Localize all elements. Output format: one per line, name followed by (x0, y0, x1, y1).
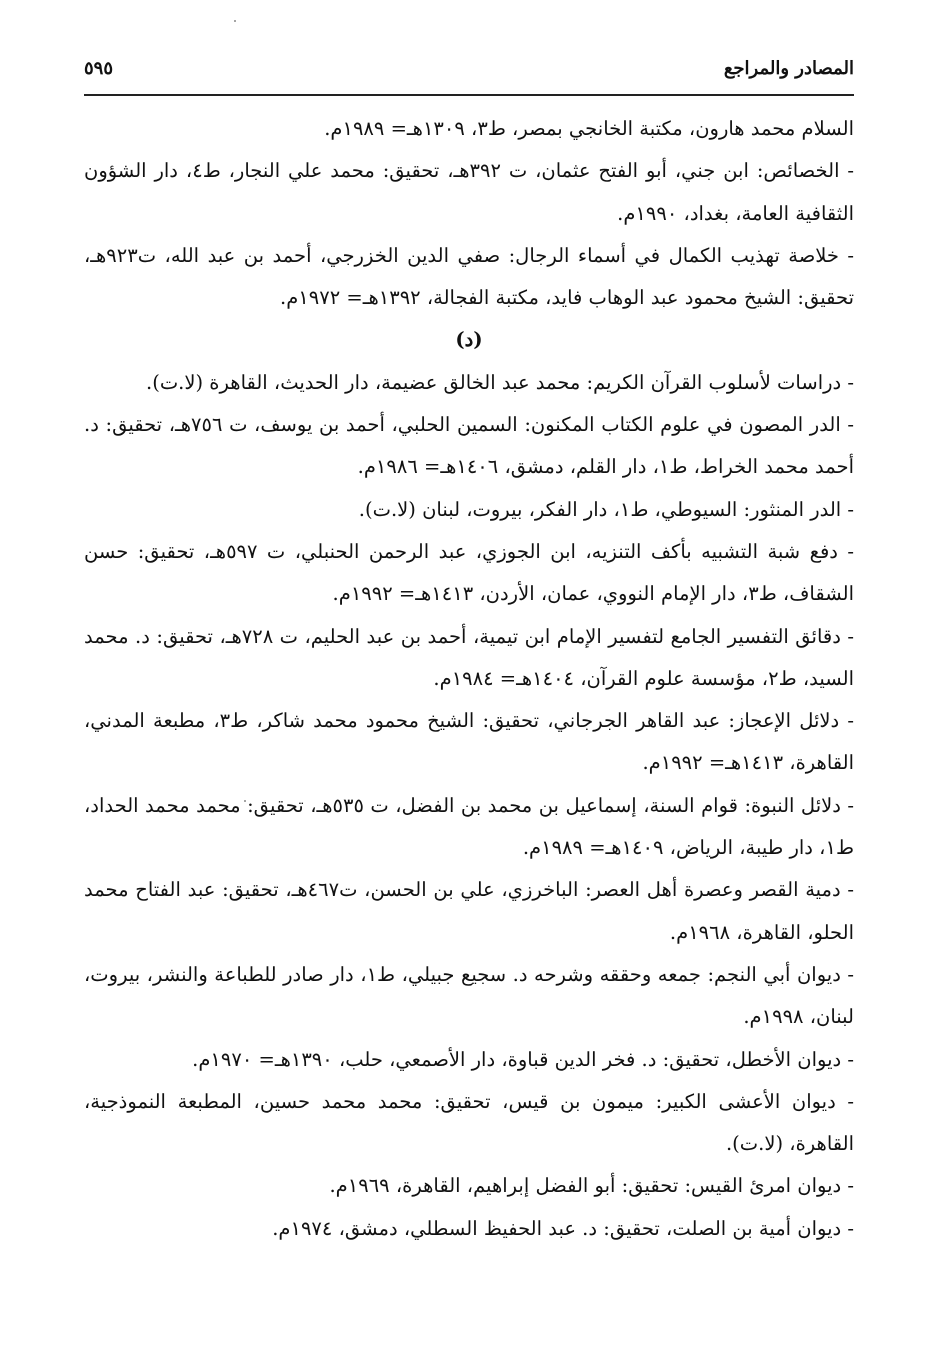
bibliography-entry: - ديوان أمية بن الصلت، تحقيق: د. عبد الحفيظ السطلي، دمشق، ١٩٧٤م. (272, 1216, 854, 1240)
bibliography-entry: - الدر المنثور: السيوطي، ط١، دار الفكر، بيروت، لبنان (لا.ت). (358, 497, 854, 521)
section-heading-dal: (د) (455, 328, 483, 352)
bibliography-entry: - ديوان امرئ القيس: تحقيق: أبو الفضل إبراهيم، القاهرة، ١٩٦٩م. (329, 1174, 854, 1198)
bibliography-list (84, 108, 854, 1250)
bibliography-entry: السلام محمد هارون، مكتبة الخانجي بمصر، ط٣، ١٣٠٩هـ= ١٩٨٩م. (324, 117, 854, 140)
bibliography-entry: - الخصائص: ابن جني، أبو الفتح عثمان، ت ٣٩٢هـ، تحقيق: محمد علي النجار، ط٤، دار الشؤون الثقافية العامة، بغداد، ١٩٩٠م. (84, 159, 854, 225)
scan-speck (234, 20, 236, 22)
running-head (84, 58, 854, 88)
bibliography-entry: - خلاصة تهذيب الكمال في أسماء الرجال: صفي الدين الخزرجي، أحمد بن عبد الله، ت٩٢٣هـ، تحقيق: الشيخ محمود عبد الوهاب فايد، مكتبة الفجالة، ١٣٩٢هـ= ١٩٧٢م. (84, 243, 854, 310)
bibliography-entry: - ديوان الأخطل، تحقيق: د. فخر الدين قباوة، دار الأصمعي، حلب، ١٣٩٠هـ= ١٩٧٠م. (192, 1047, 854, 1071)
bibliography-entry: - الدر المصون في علوم الكتاب المكنون: السمين الحلبي، أحمد بن يوسف، ت ٧٥٦هـ، تحقيق: د. أحمد محمد الخراط، ط١، دار القلم، دمشق، ١٤٠٦هـ= ١٩٨٦م. (84, 413, 855, 479)
running-title: المصادر والمراجع (723, 58, 854, 79)
bibliography-entry: - ديوان أبي النجم: جمعه وحققه وشرحه د. سجيع جبيلي، ط١، دار صادر للطباعة والنشر، بيروت، لبنان، ١٩٩٨م. (84, 962, 854, 1029)
page-number: ٥٩٥ (84, 58, 114, 79)
bibliography-entry: - ديوان الأعشى الكبير: ميمون بن قيس، تحقيق: محمد محمد حسين، المطبعة النموذجية، القاهرة، (لا.ت). (84, 1089, 854, 1156)
header-rule (84, 94, 854, 96)
bibliography-entry: - دفع شبة التشبيه بأكف التنزيه، ابن الجوزي، عبد الرحمن الحنبلي، ت ٥٩٧هـ، تحقيق: حسن الشقاف، ط٣، دار الإمام النووي، عمان، الأردن، ١٤١٣هـ= ١٩٩٢م. (84, 539, 854, 606)
bibliography-entry: - دلائل الإعجاز: عبد القاهر الجرجاني، تحقيق: الشيخ محمود محمد شاكر، ط٣، مطبعة المدني، القاهرة، ١٤١٣هـ= ١٩٩٢م. (84, 709, 854, 775)
bibliography-entry: - دراسات لأسلوب القرآن الكريم: محمد عبد الخالق عضيمة، دار الحديث، القاهرة (لا.ت). (146, 370, 854, 394)
bibliography-entry: - دلائل النبوة: قوام السنة، إسماعيل بن محمد بن الفضل، ت ٥٣٥هـ، تحقيق: محمد محمد الحداد، ط١، دار طيبة، الرياض، ١٤٠٩هـ= ١٩٨٩م. (84, 793, 855, 860)
bibliography-entry: - دقائق التفسير الجامع لتفسير الإمام ابن تيمية، أحمد بن عبد الحليم، ت ٧٢٨هـ، تحقيق: د. محمد السيد، ط٢، مؤسسة علوم القرآن، ١٤٠٤هـ= ١٩٨٤م. (84, 624, 854, 690)
bibliography-entry: - دمية القصر وعصرة أهل العصر: الباخرزي، علي بن الحسن، ت٤٦٧هـ، تحقيق: عبد الفتاح محمد الحلو، القاهرة، ١٩٦٨م. (84, 878, 854, 944)
